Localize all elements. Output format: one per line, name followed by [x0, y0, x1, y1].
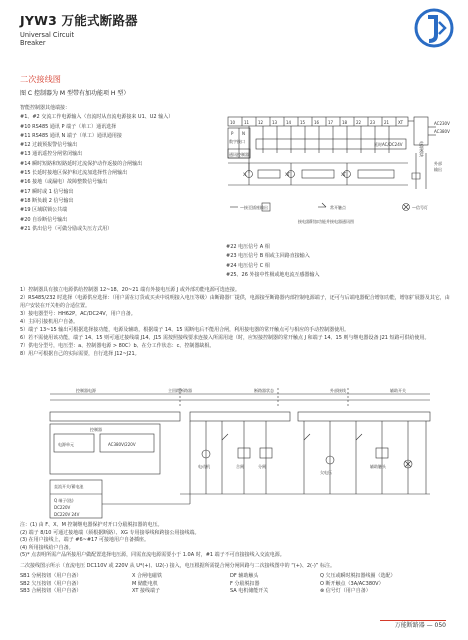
svg-text:11: 11 — [244, 120, 250, 125]
svg-text:常开触点: 常开触点 — [330, 205, 346, 210]
svg-text:辅助触头: 辅助触头 — [370, 464, 386, 469]
svg-text:电源单元: 电源单元 — [58, 442, 74, 447]
footer-divider — [380, 620, 446, 621]
note-item: 8）用户可根据自己的实际需要，自行选择 J12~J21。 — [20, 351, 140, 357]
note-item: 1）控制器具有独立电源供给控制器 12~18、20~21 端有外接电压源 J 或外部功能电源可选连接。 — [20, 287, 240, 293]
subtitle-line2: Breaker — [20, 39, 46, 47]
svg-text:外部接线: 外部接线 — [330, 388, 346, 393]
svg-text:13: 13 — [272, 120, 278, 125]
legend-cell: SB1 分闸按钮（用户自备） — [20, 573, 82, 579]
legend-cell: XT 接线端子 — [132, 588, 160, 595]
svg-text:欠电压: 欠电压 — [320, 470, 332, 475]
legend-cell: M 储能电机 — [132, 580, 158, 587]
svg-text:控制器: 控制器 — [90, 427, 102, 432]
list-item: #20 自诊断信号输出 — [20, 216, 68, 223]
page-footer: 万能断路器 — 050 — [394, 622, 446, 629]
svg-text:XT: XT — [285, 172, 291, 177]
legend-row — [20, 573, 450, 581]
list-item: #13 通讯遥控分闸常闭输出 — [20, 151, 83, 158]
note-item: 注：(1) 由 F、X、M 控制继电器保护对开口分励脱扣器的电压。 — [20, 522, 163, 528]
svg-text:N: N — [242, 131, 245, 136]
svg-text:AC230V: AC230V — [434, 121, 450, 126]
legend-cell: SB2 欠压按钮（用户自备） — [20, 580, 82, 587]
list-item: #21 供出信号（可做分励或失压方式用） — [20, 225, 113, 232]
note-item: (3) 在用户接线上，端子 #6~#17 可接地用户自备插座。 — [20, 537, 149, 544]
svg-text:X: X — [243, 172, 246, 177]
intro-text: 二次接线图示所示（直流电压 DC110V 或 220V 从 U*(+)、U2(-) 接入，电压根据所需提合闸分闸回路与二次接线图中的 “(+)、2(-)” 标注。 — [20, 563, 335, 569]
svg-text:12: 12 — [258, 120, 264, 125]
footer-label: 万能断路器 — [394, 622, 425, 629]
note-item: 5）端子 13~15 输出可根据选择接功能，电源及辅助，根据端子 14、15 需断电后不能用合闸，利用接电器的常开触点可与相应的手动控制器使用。 — [20, 327, 350, 333]
list-item: #1、#2 交流工作电源输入（直流时从直流电源接来 U1、U2 输入） — [20, 114, 174, 121]
numbered-notes — [20, 286, 450, 358]
note-item: 4）主回引接机用户自备。 — [20, 319, 79, 325]
svg-text:辅助开关: 辅助开关 — [390, 388, 406, 393]
figure-title: 图 C 控制器为 M 型带有加功能项 H 型） — [20, 90, 130, 97]
list-item: #23 电压信号 B 相或主回路直接输入 — [226, 253, 310, 260]
svg-text:17: 17 — [328, 120, 334, 125]
two-wire-intro — [20, 563, 450, 571]
svg-text:23: 23 — [370, 120, 376, 125]
svg-text:电源模块: 电源模块 — [419, 141, 424, 157]
svg-text:XT: XT — [398, 120, 404, 125]
brand-logo — [414, 8, 454, 48]
list-item: #14 瞬时短路和短路延时过流保护动作返接的合闸输出 — [20, 160, 143, 167]
list-item: #19 区域联锁公共端 — [20, 207, 68, 214]
svg-text:输出: 输出 — [434, 167, 442, 172]
list-item: #24 电压信号 C 相 — [226, 262, 270, 269]
list-item: #17 瞬时或 1 信号输出 — [20, 188, 74, 195]
svg-text:18: 18 — [342, 120, 348, 125]
note-item: 3）接电器型号：HH62P，AC/DC24V，用户自备。 — [20, 311, 136, 317]
legend-cell: SB3 合闸按钮（用户自备） — [20, 588, 82, 595]
list-item: #12 过载预报警信号输出 — [20, 142, 78, 149]
svg-text:通讯控制器: 通讯控制器 — [229, 152, 249, 157]
svg-text:AC380V/220V: AC380V/220V — [108, 442, 136, 447]
svg-text:—接至插座输出: —接至插座输出 — [240, 205, 268, 210]
top-wiring-diagram — [198, 113, 450, 241]
legend-cell: Q 欠压或瞬时脱扣器线圈（选配） — [320, 573, 396, 579]
note-item: 6）若不需使用该功能，端子 14、15 则可通过接线端 J14、J15 需按照接线要求连接入所需用途（时，应短接控制器的常开触点 J 和端子 14、15 则与继电器设备 J21 短路可供给使用。 — [20, 335, 430, 341]
svg-text:接电器附加功能并接电器通讯图: 接电器附加功能并接电器通讯图 — [298, 219, 354, 224]
svg-text:控制器电源: 控制器电源 — [76, 388, 96, 393]
svg-text:10: 10 — [230, 120, 236, 125]
svg-text:延时AC/DC24V: 延时AC/DC24V — [374, 142, 403, 147]
list-item: #11 RS485 通讯 N 端子（单工）通讯通用接 — [20, 132, 122, 139]
svg-text:14: 14 — [286, 120, 292, 125]
svg-text:15: 15 — [300, 120, 306, 125]
list-item: #10 RS485 通讯 P 端子（单工）通讯选择 — [20, 123, 117, 130]
list-item: #22 电压信号 A 相 — [226, 244, 270, 250]
svg-text:22: 22 — [356, 120, 362, 125]
svg-text:DC220V 24V: DC220V 24V — [54, 512, 80, 517]
legend-cell: ⊗ 信号灯（用户自备） — [320, 588, 371, 595]
legend-cell: O 断开触点（3A/AC380V） — [320, 580, 384, 587]
section-title: 二次接线图 — [20, 74, 61, 84]
note-item: (4) 所用接线给户自备。 — [20, 544, 74, 551]
svg-text:XT: XT — [341, 172, 347, 177]
svg-text:DC220V: DC220V — [54, 505, 71, 510]
legend-row — [20, 588, 450, 596]
svg-text:—信号灯: —信号灯 — [412, 205, 428, 210]
bottom-wiring-diagram — [30, 384, 450, 522]
svg-text:主回路断路器: 主回路断路器 — [168, 388, 192, 393]
svg-text:断路器状态: 断路器状态 — [254, 388, 274, 393]
note-item: 2）RS485/232 时选择（电源供应选择：（用户需在订货或买卖中说明接入电压等级）由断路器厂提供，电源接至断路器内部控制电源端子，还可与后端电器配合增加功能，增加扩展器及其它，由用户安装在开关柜的合适位置。 — [20, 295, 450, 309]
page-title: JYW3 万能式断路器 — [20, 13, 138, 28]
svg-text:P: P — [231, 131, 234, 136]
legend-cell: SA 电机储能开关 — [230, 588, 269, 595]
svg-text:21: 21 — [384, 120, 390, 125]
svg-text:分闸: 分闸 — [258, 464, 266, 469]
page-number: 050 — [434, 622, 446, 629]
svg-text:外部: 外部 — [434, 161, 442, 166]
terminal-description-list — [20, 104, 173, 234]
svg-text:Q 端子(选): Q 端子(选) — [54, 498, 74, 503]
svg-text:16: 16 — [314, 120, 320, 125]
legend-cell: X 合闸电磁铁 — [132, 573, 163, 579]
list-item: #25、26 外接中性极或地电流互感器输入 — [226, 271, 320, 278]
note-item: 7）供电分型号，电压型：a、控制器电源 > 80C）b、在分工作状态：c、控制器缺相。 — [20, 343, 215, 349]
svg-text:电动机: 电动机 — [198, 464, 210, 469]
list-item: #16 接地（或漏电）故障整数信号输出 — [20, 179, 108, 186]
svg-text:直流开关/蓄电池: 直流开关/蓄电池 — [54, 484, 84, 489]
svg-text:合闸: 合闸 — [236, 464, 244, 469]
legend-cell: F 分励脱扣器 — [230, 580, 260, 587]
note-item: (2) 端子 8/10 可通过接地端（须根据断路）、XG 专用接零线和跨接公用接线端。 — [20, 529, 200, 536]
legend-cell: DF 辅助触头 — [230, 573, 259, 579]
bottom-notes — [20, 522, 450, 560]
legend-table — [20, 573, 450, 596]
svg-text:数字接口: 数字接口 — [229, 139, 245, 144]
list-item: #15 长延时接地区保护和过流加选择性合闸输出 — [20, 170, 128, 177]
note-item: (5)* 点表明所需产品所接用户做配置选择电压源，同需直流电源需要小于 1.0A 时，#1 端子不可直接接线入交流电源。 — [20, 552, 285, 559]
list-item: #18 断负载 2 信号输出 — [20, 197, 74, 204]
svg-text:AC380V: AC380V — [434, 129, 450, 134]
list-item: 智能控制器其他端接： — [20, 105, 71, 111]
subtitle-line1: Universal Circuit — [20, 31, 75, 39]
terminal-description-list-right — [226, 243, 320, 280]
